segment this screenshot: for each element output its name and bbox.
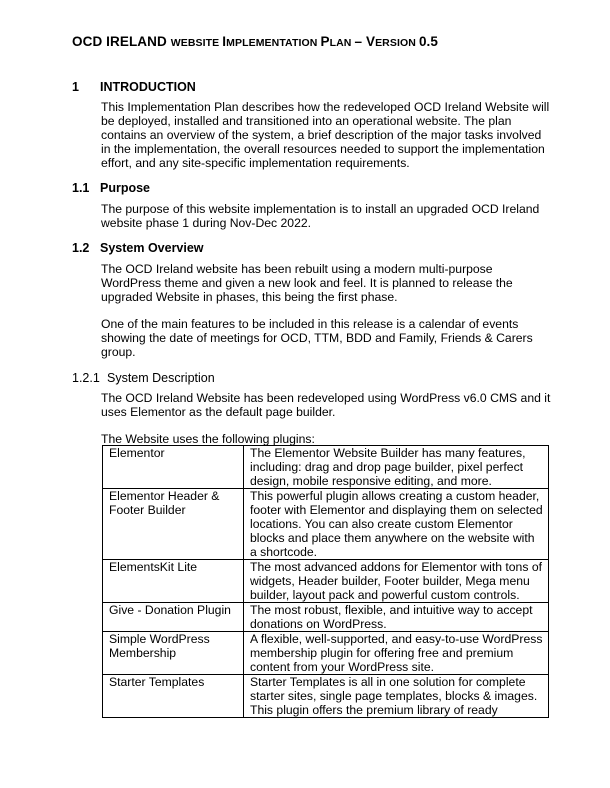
section-number: 1 xyxy=(72,80,79,94)
plugin-name: Elementor Header & Footer Builder xyxy=(103,489,244,560)
plugin-name: Starter Templates xyxy=(103,675,244,718)
title-part: MPLEMENTATION xyxy=(226,37,321,49)
overview-paragraph-2: One of the main features to be included in this release is a calendar of events showing the date of meetings for OCD, TTM, BDD and Family, Friends & Carers group. xyxy=(101,317,533,359)
title-part: WEBSITE xyxy=(170,37,223,49)
table-row xyxy=(103,632,549,675)
plugin-name: Elementor xyxy=(103,446,244,489)
document-title xyxy=(72,34,438,49)
table-row xyxy=(103,446,549,489)
plugin-description: A flexible, well-supported, and easy-to-use WordPress membership plugin for offering free and premium content from your WordPress site. xyxy=(244,632,549,675)
plugin-name: Simple WordPress Membership xyxy=(103,632,244,675)
section-title: INTRODUCTION xyxy=(100,80,196,94)
plugin-description: The Elementor Website Builder has many features, including: drag and drop page builder, pixel perfect design, mobile responsive editing, and more. xyxy=(244,446,549,489)
plugin-name: ElementsKit Lite xyxy=(103,560,244,603)
title-part: ERSION xyxy=(375,37,419,49)
section-number: 1.1 xyxy=(72,181,90,195)
section-heading-system-description xyxy=(72,371,215,385)
plugin-description: Starter Templates is all in one solution for complete starter sites, single page templates, blocks & images. This plugin offers the premium library of ready xyxy=(244,675,549,718)
plugins-intro: The Website uses the following plugins: xyxy=(101,432,315,446)
table-row xyxy=(103,603,549,632)
section-title: System Description xyxy=(107,371,215,385)
title-part: – xyxy=(354,34,366,49)
system-description-paragraph: The OCD Ireland Website has been redeveloped using WordPress v6.0 CMS and it uses Elementor as the default page builder. xyxy=(101,391,551,419)
title-part: LAN xyxy=(329,37,355,49)
section-title: Purpose xyxy=(100,181,151,195)
section-heading-purpose xyxy=(72,181,150,195)
table-row xyxy=(103,489,549,560)
plugin-name: Give - Donation Plugin xyxy=(103,603,244,632)
section-title: System Overview xyxy=(100,241,204,255)
plugin-description: The most robust, flexible, and intuitive way to accept donations on WordPress. xyxy=(244,603,549,632)
title-part: I xyxy=(222,34,227,49)
plugin-description: The most advanced addons for Elementor with tons of widgets, Header builder, Footer builder, Mega menu builder, layout pack and powerful custom controls. xyxy=(244,560,549,603)
section-heading-introduction xyxy=(72,80,196,94)
title-version: 0.5 xyxy=(418,34,439,49)
title-main: OCD IRELAND xyxy=(72,34,171,49)
title-part: V xyxy=(365,34,376,49)
plugin-description: This powerful plugin allows creating a custom header, footer with Elementor and displaying them on selected locations. You can also create custom Elementor blocks and place them anywhere on the website with a shortcode. xyxy=(244,489,549,560)
table-row xyxy=(103,560,549,603)
plugins-table xyxy=(102,445,549,718)
purpose-paragraph: The purpose of this website implementation is to install an upgraded OCD Ireland website phase 1 during Nov-Dec 2022. xyxy=(101,202,540,230)
overview-paragraph-1: The OCD Ireland website has been rebuilt using a modern multi-purpose WordPress theme and given a new look and feel. It is planned to release the upgraded Website in phases, this being the first phase. xyxy=(101,262,513,304)
title-part: P xyxy=(320,34,330,49)
table-row xyxy=(103,675,549,718)
section-number: 1.2.1 xyxy=(72,371,100,385)
section-number: 1.2 xyxy=(72,241,90,255)
introduction-paragraph: This Implementation Plan describes how the redeveloped OCD Ireland Website will be deployed, installed and transitioned into an operational website. The plan contains an overview of the system, a brief description of the major tasks involved in the implementation, the overall resources needed to support the implementation effort, and any site-specific implementation requirements. xyxy=(101,100,550,170)
section-heading-system-overview xyxy=(72,241,204,255)
